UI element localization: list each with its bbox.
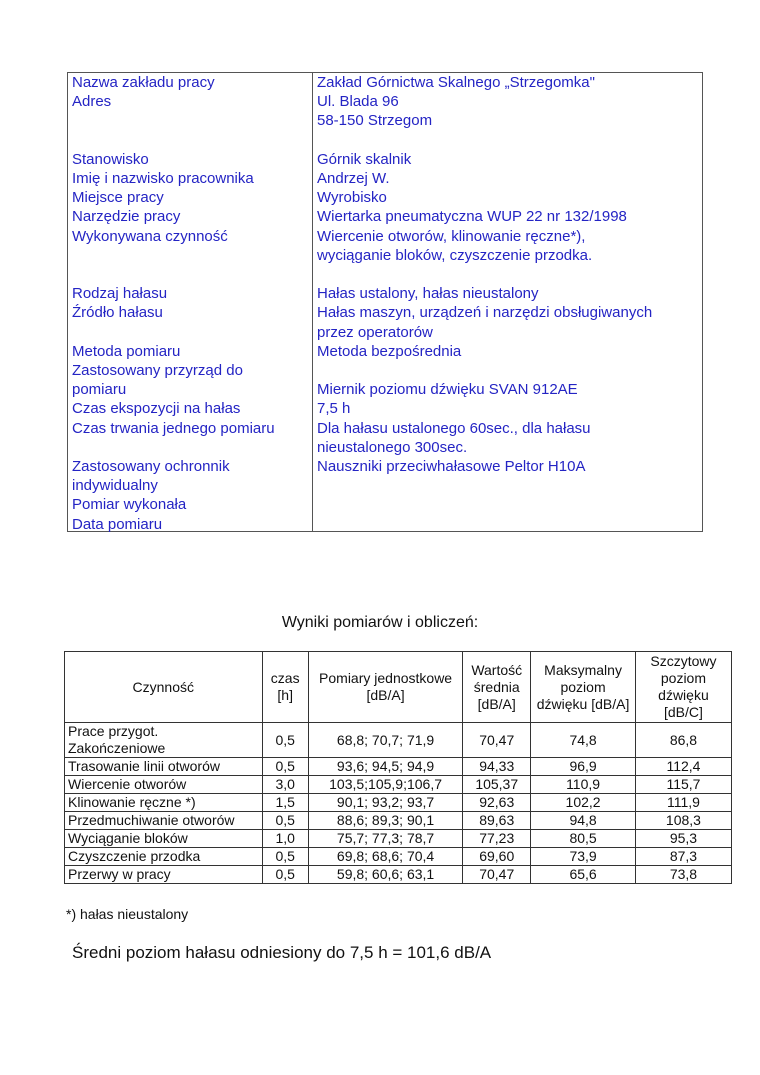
info-value: 58-150 Strzegom (317, 112, 433, 130)
peak-level-cell: 111,9 (635, 794, 731, 812)
measurements-cell: 59,8; 60,6; 63,1 (308, 866, 462, 884)
results-table (64, 651, 732, 884)
average-cell: 92,63 (463, 794, 531, 812)
info-value (317, 476, 698, 495)
activity-cell: Czyszczenie przodka (65, 848, 263, 866)
average-cell: 70,47 (463, 723, 531, 758)
results-header-row (65, 652, 732, 723)
info-value (317, 131, 698, 150)
info-value: Ul. Blada 96 (317, 93, 399, 111)
peak-level-cell: 87,3 (635, 848, 731, 866)
peak-level-cell: 73,8 (635, 866, 731, 884)
measurements-cell: 75,7; 77,3; 78,7 (308, 830, 462, 848)
activity-cell: Trasowanie linii otworów (65, 758, 263, 776)
time-cell: 1,5 (262, 794, 308, 812)
info-label: Czas trwania jednego pomiaru (72, 419, 275, 437)
max-level-cell: 65,6 (531, 866, 636, 884)
info-label: Narzędzie pracy (72, 208, 181, 226)
info-label: Pomiar wykonała (72, 496, 187, 514)
info-value: Hałas ustalony, hałas nieustalony (317, 285, 539, 303)
workplace-info-table (67, 72, 703, 532)
info-value (317, 361, 698, 380)
info-value (317, 515, 698, 534)
info-value: Wiercenie otworów, klinowanie ręczne*), (317, 227, 586, 245)
measurements-cell: 69,8; 68,6; 70,4 (308, 848, 462, 866)
info-value: Nauszniki przeciwhałasowe Peltor H10A (317, 458, 586, 476)
info-label: pomiaru (72, 381, 127, 399)
peak-level-cell: 108,3 (635, 812, 731, 830)
info-label: Miejsce pracy (72, 189, 164, 207)
activity-cell: Prace przygot. Zakończeniowe (65, 723, 263, 758)
max-level-cell: 80,5 (531, 830, 636, 848)
info-value: Hałas maszyn, urządzeń i narzędzi obsługiwanych (317, 304, 653, 322)
average-cell: 105,37 (463, 776, 531, 794)
info-value: przez operatorów (317, 323, 433, 341)
table-row (65, 866, 732, 884)
info-value: 7,5 h (317, 400, 351, 418)
peak-level-cell: 95,3 (635, 830, 731, 848)
table-row (65, 723, 732, 758)
results-title: Wyniki pomiarów i obliczeń: (281, 614, 479, 631)
time-cell: 3,0 (262, 776, 308, 794)
max-level-cell: 110,9 (531, 776, 636, 794)
info-value: Zakład Górnictwa Skalnego „Strzegomka" (317, 74, 595, 91)
info-label: Czas ekspozycji na hałas (72, 400, 241, 418)
info-label (72, 246, 308, 265)
info-label (72, 111, 308, 130)
header-single-measurements: Pomiary jednostkowe [dB/A] (308, 652, 462, 723)
info-labels-column (68, 73, 313, 531)
time-cell: 0,5 (262, 866, 308, 884)
info-value: Wiertarka pneumatyczna WUP 22 nr 132/1998 (317, 208, 627, 226)
info-label: Data pomiaru (72, 515, 163, 533)
info-values-column (313, 73, 702, 531)
info-label: Stanowisko (72, 150, 149, 168)
info-label: Źródło hałasu (72, 304, 163, 322)
average-cell: 70,47 (463, 866, 531, 884)
activity-cell: Wyciąganie bloków (65, 830, 263, 848)
activity-cell: Przedmuchiwanie otworów (65, 812, 263, 830)
peak-level-cell: 112,4 (635, 758, 731, 776)
footnote: *) hałas nieustalony (66, 906, 189, 922)
table-row (65, 758, 732, 776)
info-label (72, 131, 308, 150)
peak-level-cell: 86,8 (635, 723, 731, 758)
average-cell: 94,33 (463, 758, 531, 776)
max-level-cell: 96,9 (531, 758, 636, 776)
activity-cell: Przerwy w pracy (65, 866, 263, 884)
info-label (72, 265, 308, 284)
table-row (65, 848, 732, 866)
measurements-cell: 68,8; 70,7; 71,9 (308, 723, 462, 758)
measurements-cell: 90,1; 93,2; 93,7 (308, 794, 462, 812)
info-label: indywidualny (72, 477, 158, 495)
table-row (65, 794, 732, 812)
table-row (65, 830, 732, 848)
info-value: Metoda bezpośrednia (317, 342, 462, 360)
header-time (262, 652, 308, 723)
header-max-level: Maksymalny poziom dźwięku [dB/A] (531, 652, 636, 723)
max-level-cell: 73,9 (531, 848, 636, 866)
info-label: Wykonywana czynność (72, 227, 228, 245)
info-value: Miernik poziomu dźwięku SVAN 912AE (317, 381, 578, 399)
time-cell: 0,5 (262, 848, 308, 866)
time-cell: 0,5 (262, 723, 308, 758)
info-value (317, 265, 698, 284)
header-activity: Czynność (65, 652, 263, 723)
info-label: Zastosowany ochronnik (72, 457, 230, 475)
average-cell: 69,60 (463, 848, 531, 866)
info-value: Górnik skalnik (317, 150, 412, 168)
info-label (72, 438, 308, 457)
info-value (317, 495, 698, 514)
info-label (72, 323, 308, 342)
info-value: Andrzej W. (317, 170, 390, 187)
info-label: Imię i nazwisko pracownika (72, 169, 254, 187)
header-peak-level: Szczytowy poziom dźwięku [dB/C] (635, 652, 731, 723)
info-value: Dla hałasu ustalonego 60sec., dla hałasu (317, 419, 591, 437)
activity-cell: Klinowanie ręczne *) (65, 794, 263, 812)
table-row (65, 776, 732, 794)
activity-cell: Wiercenie otworów (65, 776, 263, 794)
time-cell: 0,5 (262, 812, 308, 830)
info-label: Rodzaj hałasu (72, 285, 168, 303)
measurements-cell: 93,6; 94,5; 94,9 (308, 758, 462, 776)
header-time-label: czas [h] (270, 670, 300, 703)
info-label: Zastosowany przyrząd do (72, 361, 243, 379)
peak-level-cell: 115,7 (635, 776, 731, 794)
max-level-cell: 94,8 (531, 812, 636, 830)
info-value: wyciąganie bloków, czyszczenie przodka. (317, 246, 593, 264)
header-average: Wartość średnia [dB/A] (463, 652, 531, 723)
measurements-cell: 103,5;105,9;106,7 (308, 776, 462, 794)
info-label: Nazwa zakładu pracy (72, 74, 215, 91)
table-row (65, 812, 732, 830)
info-value: Wyrobisko (317, 189, 387, 207)
average-cell: 89,63 (463, 812, 531, 830)
summary-result: Średni poziom hałasu odniesiony do 7,5 h = 101,6 dB/A (72, 943, 492, 962)
max-level-cell: 74,8 (531, 723, 636, 758)
average-cell: 77,23 (463, 830, 531, 848)
info-label: Adres (72, 93, 112, 111)
measurements-cell: 88,6; 89,3; 90,1 (308, 812, 462, 830)
time-cell: 1,0 (262, 830, 308, 848)
max-level-cell: 102,2 (531, 794, 636, 812)
time-cell: 0,5 (262, 758, 308, 776)
info-value: nieustalonego 300sec. (317, 438, 468, 456)
info-label: Metoda pomiaru (72, 342, 181, 360)
